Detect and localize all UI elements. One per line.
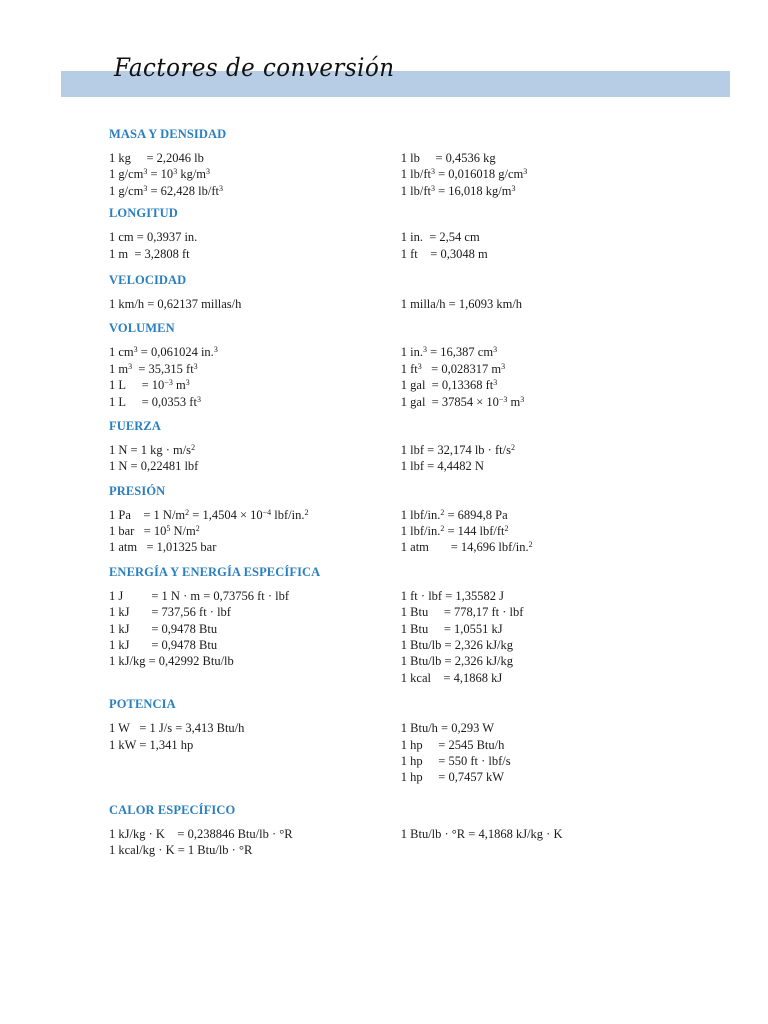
conversion-row: 1 kcal = 4,1868 kJ [400, 670, 503, 685]
section [109, 696, 589, 786]
left-column [109, 588, 401, 686]
left-column [109, 344, 401, 410]
right-column [401, 150, 589, 199]
conversion-row: 1 lbf/in.$^2$ = 144 lbf/$ft^2$ [400, 524, 509, 539]
conversion-row: 1 $m^3 = 35,315$ $ft^3$ [109, 361, 198, 376]
conversion-row: 1 in.$^3$ = 16,387 $cm^3$ [400, 345, 498, 360]
conversion-row: 1 Btu/lb = 2,326 kJ/kg [400, 654, 514, 669]
conversion-row: 1 kJ = 737,56 ft · lbf [109, 605, 231, 620]
conversion-row: 1 Btu = 1,0551 kJ [400, 621, 503, 636]
conversion-row: 1 km/h = 0,62137 millas/h [109, 296, 242, 311]
section [109, 802, 589, 859]
conversion-row: 1 hp = 2545 Btu/h [400, 737, 505, 752]
right-column [401, 826, 589, 859]
section [109, 564, 589, 686]
section-heading: LONGITUD [109, 206, 178, 221]
left-column [109, 296, 401, 312]
conversion-row: 1 J = 1 N · m = 0,73756 ft · lbf [109, 588, 290, 603]
section [109, 272, 589, 312]
conversion-row: 1 lbf/in.$^2$ = 6894,8 Pa [400, 507, 508, 522]
conversion-row: 1 kcal/kg · K = 1 Btu/lb · °R [109, 843, 253, 858]
conversion-row: 1 L = $10^{-3}$ $m^3$ [109, 378, 190, 393]
conversion-row: 1 W = 1 J/s = 3,413 Btu/h [109, 721, 245, 736]
right-column [401, 588, 589, 686]
conversion-row: 1 milla/h = 1,6093 km/h [400, 296, 523, 311]
section-heading: POTENCIA [109, 697, 176, 712]
section-heading: CALOR ESPECÍFICO [109, 802, 236, 817]
conversion-table [109, 126, 589, 875]
left-column [109, 826, 401, 859]
conversion-row: 1 N = 1 kg · $m/s^2$ [109, 442, 196, 457]
section-heading: FUERZA [109, 418, 161, 433]
conversion-row: 1 atm = 14,696 lbf/in.$^2$ [400, 540, 533, 555]
right-column [401, 229, 589, 262]
conversion-row: 1 kJ/kg = 0,42992 Btu/lb [109, 654, 234, 669]
left-column [109, 442, 401, 475]
conversion-row: 1 kJ/kg · K = 0,238846 Btu/lb · °R [109, 826, 293, 841]
conversion-row: 1 ft = 0,3048 m [400, 246, 488, 261]
page-title: Factores de conversión [114, 53, 395, 82]
right-column [401, 296, 589, 312]
conversion-row: 1 $lb/ft^3 = 0,016018$ $g/cm^3$ [400, 167, 528, 182]
section [109, 320, 589, 410]
right-column [401, 720, 589, 786]
conversion-row: 1 kW = 1,341 hp [109, 737, 194, 752]
conversion-row: 1 Pa = 1 $N/m^2 = 1,4504 \times 10^{-4}$ lbf/in.$^2$ [109, 507, 309, 522]
conversion-row: 1 Btu/lb · °R = 4,1868 kJ/kg · K [400, 826, 563, 841]
left-column [109, 229, 401, 262]
conversion-row: 1 lb = 0,4536 kg [400, 151, 496, 165]
conversion-row: 1 bar = $10^5$ $N/m^2$ [109, 524, 200, 539]
section [109, 483, 589, 556]
right-column [401, 442, 589, 475]
conversion-row: 1 kJ = 0,9478 Btu [109, 621, 218, 636]
conversion-row: 1 $lb/ft^3 = 16,018$ $kg/m^3$ [400, 183, 516, 198]
conversion-row: 1 cm = 0,3937 in. [109, 230, 198, 245]
conversion-row: 1 $g/cm^3 = 62,428$ $lb/ft^3$ [109, 183, 224, 198]
section-heading: MASA Y DENSIDAD [109, 127, 227, 141]
conversion-row: 1 $cm^3 = 0,061024$ in.$^3$ [109, 345, 218, 360]
section-heading: ENERGÍA Y ENERGÍA ESPECÍFICA [109, 564, 321, 579]
conversion-row: 1 $g/cm^3 = 10^3$ $kg/m^3$ [109, 167, 211, 182]
section-heading: VELOCIDAD [109, 272, 187, 287]
left-column [109, 507, 401, 556]
section [109, 205, 589, 262]
conversion-row: 1 lbf = 4,4482 N [400, 459, 484, 474]
conversion-row: 1 m = 3,2808 ft [109, 246, 190, 261]
left-column [109, 720, 401, 786]
conversion-row: 1 Btu/lb = 2,326 kJ/kg [400, 638, 514, 653]
conversion-row: 1 atm = 1,01325 bar [109, 540, 217, 555]
conversion-row: 1 in. = 2,54 cm [400, 230, 480, 245]
section-heading: VOLUMEN [109, 321, 175, 336]
conversion-row: 1 gal = $37854 \times 10^{-3}$ $m^3$ [400, 394, 525, 409]
right-column [401, 507, 589, 556]
right-column [401, 344, 589, 410]
conversion-row: 1 ft · lbf = 1,35582 J [400, 588, 504, 603]
conversion-row: 1 L = 0,0353 $ft^3$ [109, 394, 201, 409]
conversion-row: 1 kg = 2,2046 lb [109, 151, 204, 165]
conversion-row: 1 hp = 550 ft · lbf/s [400, 753, 511, 768]
conversion-row: 1 lbf = 32,174 lb · $ft/s^2$ [400, 442, 515, 457]
section-heading: PRESIÓN [109, 483, 166, 498]
conversion-row: 1 Btu/h = 0,293 W [400, 721, 495, 736]
conversion-row: 1 $ft^3 = 0,028317$ $m^3$ [400, 361, 506, 376]
conversion-row: 1 N = 0,22481 lbf [109, 459, 199, 474]
left-column [109, 150, 401, 199]
conversion-row: 1 gal = 0,13368 $ft^3$ [400, 378, 498, 393]
conversion-row: 1 Btu = 778,17 ft · lbf [400, 605, 524, 620]
conversion-row: 1 hp = 0,7457 kW [400, 770, 504, 785]
section [109, 126, 589, 199]
conversion-row: 1 kJ = 0,9478 Btu [109, 638, 218, 653]
section [109, 418, 589, 475]
